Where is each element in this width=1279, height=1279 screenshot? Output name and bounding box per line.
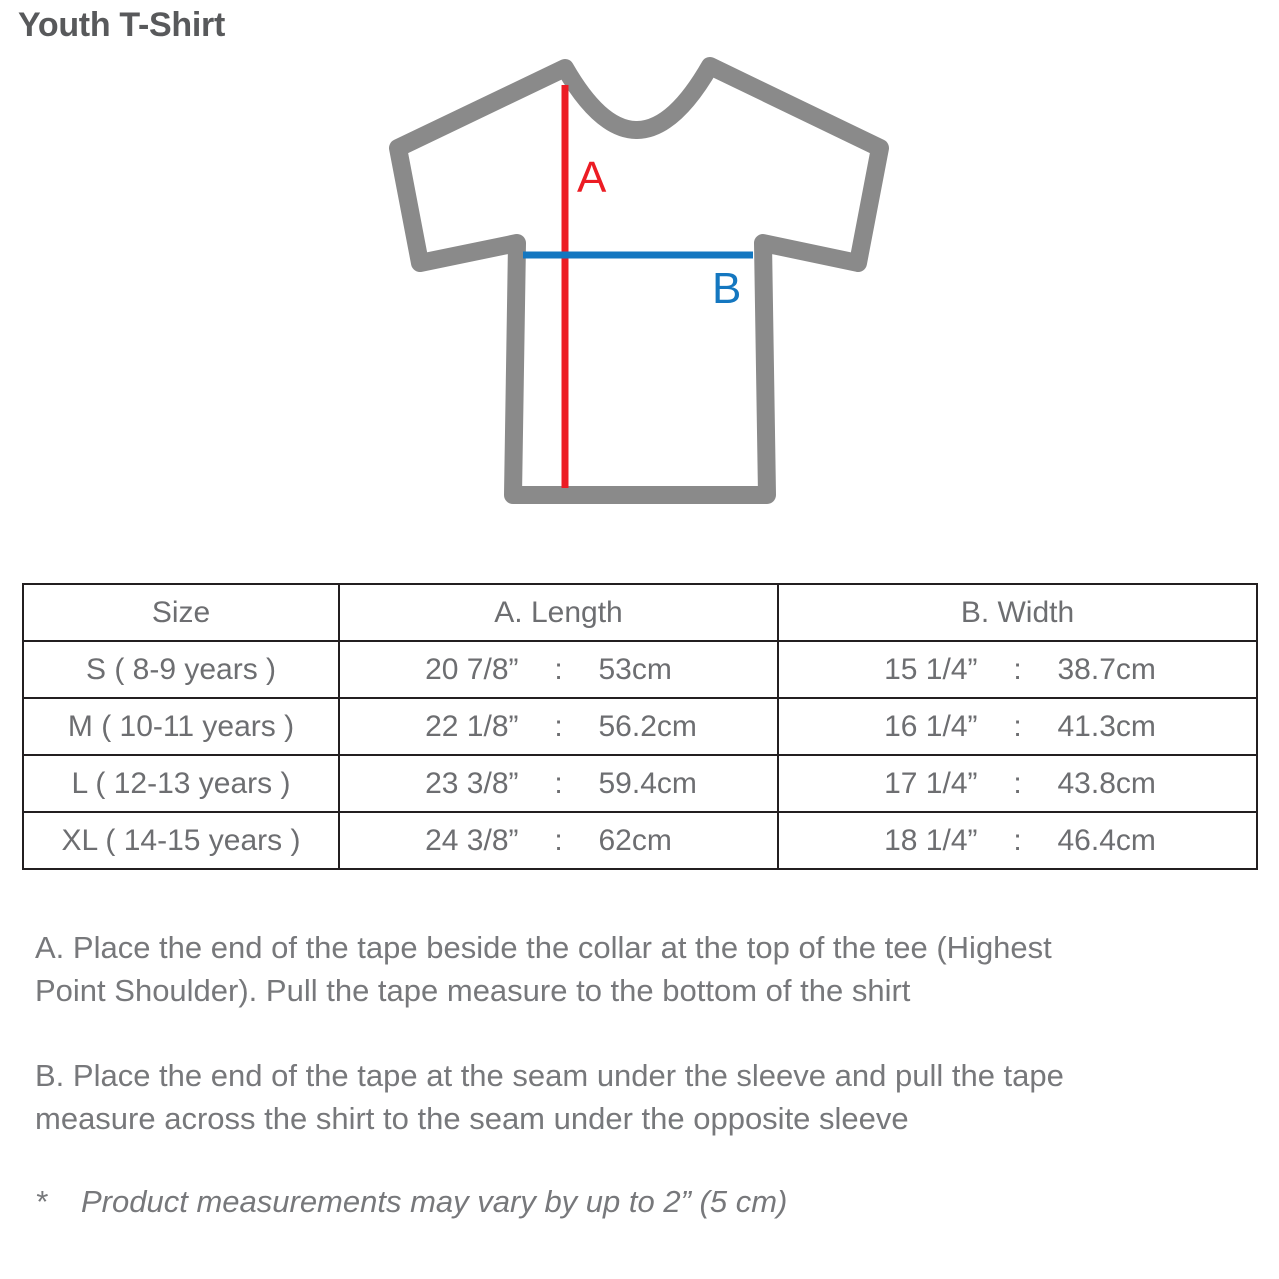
tshirt-measurement-diagram <box>0 50 1279 580</box>
width-label-b: B <box>712 264 742 313</box>
column-header-length: A. Length <box>339 584 778 641</box>
length-cm: 62cm <box>598 823 672 857</box>
instruction-a-line2: Point Shoulder). Pull the tape measure to the bottom of the shirt <box>35 973 911 1008</box>
length-cm: 56.2cm <box>598 709 697 743</box>
length-label-a: A <box>577 153 607 202</box>
width-cm: 46.4cm <box>1057 823 1156 857</box>
width-inches: 16 1/4” <box>884 709 978 743</box>
length-cm: 59.4cm <box>598 766 697 800</box>
width-cell <box>778 755 1257 812</box>
length-inches: 20 7/8” <box>425 652 519 686</box>
instruction-a <box>35 926 1052 1012</box>
size-cell: L ( 12-13 years ) <box>23 755 339 812</box>
length-inches: 22 1/8” <box>425 709 519 743</box>
length-cm: 53cm <box>598 652 672 686</box>
separator: : <box>554 709 563 743</box>
instruction-b <box>35 1054 1064 1140</box>
footnote-asterisk: * <box>35 1184 48 1219</box>
separator: : <box>1013 766 1022 800</box>
length-inches: 23 3/8” <box>425 766 519 800</box>
table-header-row <box>23 584 1257 641</box>
width-cell <box>778 641 1257 698</box>
length-cell <box>339 698 778 755</box>
width-inches: 18 1/4” <box>884 823 978 857</box>
length-cell <box>339 755 778 812</box>
width-cm: 43.8cm <box>1057 766 1156 800</box>
separator: : <box>554 652 563 686</box>
width-cm: 38.7cm <box>1057 652 1156 686</box>
size-cell: S ( 8-9 years ) <box>23 641 339 698</box>
separator: : <box>554 766 563 800</box>
tshirt-outline-icon <box>398 66 880 495</box>
size-cell: M ( 10-11 years ) <box>23 698 339 755</box>
width-inches: 15 1/4” <box>884 652 978 686</box>
separator: : <box>1013 652 1022 686</box>
separator: : <box>1013 823 1022 857</box>
width-cell <box>778 812 1257 869</box>
table-row <box>23 755 1257 812</box>
table-row <box>23 812 1257 869</box>
instruction-a-line1: A. Place the end of the tape beside the collar at the top of the tee (Highest <box>35 930 1052 965</box>
instruction-b-line2: measure across the shirt to the seam under the opposite sleeve <box>35 1101 909 1136</box>
column-header-width: B. Width <box>778 584 1257 641</box>
width-cm: 41.3cm <box>1057 709 1156 743</box>
length-cell <box>339 812 778 869</box>
width-inches: 17 1/4” <box>884 766 978 800</box>
length-inches: 24 3/8” <box>425 823 519 857</box>
table-row <box>23 641 1257 698</box>
footnote <box>35 1184 787 1220</box>
footnote-text: Product measurements may vary by up to 2” (5 cm) <box>81 1184 788 1219</box>
table-row <box>23 698 1257 755</box>
page-title: Youth T-Shirt <box>18 6 225 44</box>
size-cell: XL ( 14-15 years ) <box>23 812 339 869</box>
separator: : <box>554 823 563 857</box>
separator: : <box>1013 709 1022 743</box>
column-header-size: Size <box>23 584 339 641</box>
size-chart-table <box>22 583 1258 870</box>
width-cell <box>778 698 1257 755</box>
length-cell <box>339 641 778 698</box>
instruction-b-line1: B. Place the end of the tape at the seam under the sleeve and pull the tape <box>35 1058 1064 1093</box>
